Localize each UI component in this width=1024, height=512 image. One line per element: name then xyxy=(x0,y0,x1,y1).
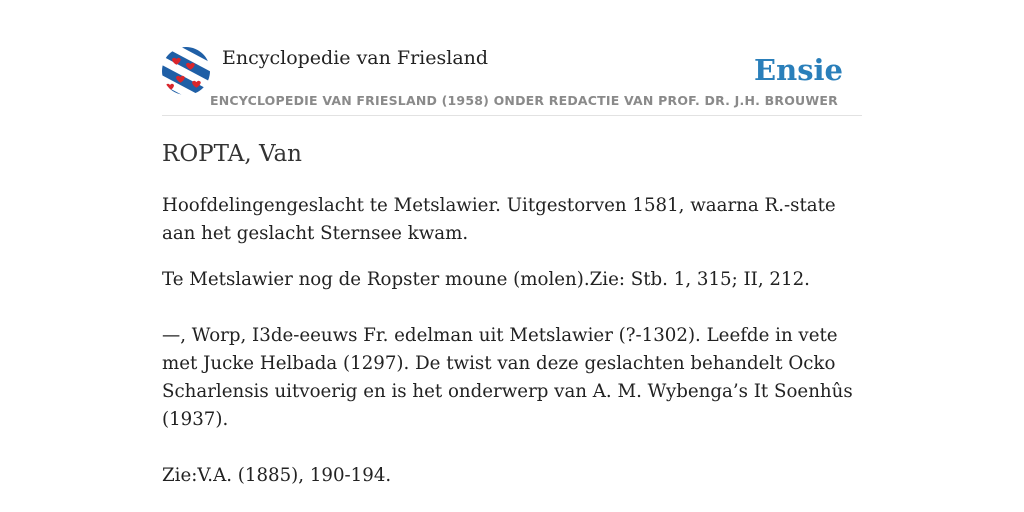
entry-paragraph: Hoofdelingengeslacht te Metslawier. Uitgestorven 1581, waarna R.-state aan het geslacht Sternsee kwam. xyxy=(162,195,836,244)
entry-reference: Zie:V.A. (1885), 190-194. xyxy=(162,465,392,486)
site-title[interactable]: Encyclopedie van Friesland xyxy=(222,47,489,69)
entry-paragraph: —, Worp, I3de-eeuws Fr. edelman uit Metslawier (?-1302). Leefde in vete met Jucke Helbada (1297). De twist van deze geslachten behandelt Ocko Scharlensis uitvoerig en is het onderwerp van A. M. Wybenga’s It Soenhûs (1937). xyxy=(162,325,853,430)
page xyxy=(162,0,862,512)
entry-title: ROPTA, Van xyxy=(162,141,302,167)
frisian-flag-icon[interactable] xyxy=(162,47,210,95)
encyclopedia-subtitle[interactable]: ENCYCLOPEDIE VAN FRIESLAND (1958) ONDER REDACTIE VAN PROF. DR. J.H. BROUWER xyxy=(210,93,838,108)
ensie-logo[interactable]: Ensie xyxy=(754,53,843,87)
header xyxy=(162,0,862,116)
entry-body xyxy=(162,192,862,490)
entry-paragraph: Te Metslawier nog de Ropster moune (molen).Zie: Stb. 1, 315; II, 212. xyxy=(162,269,810,290)
